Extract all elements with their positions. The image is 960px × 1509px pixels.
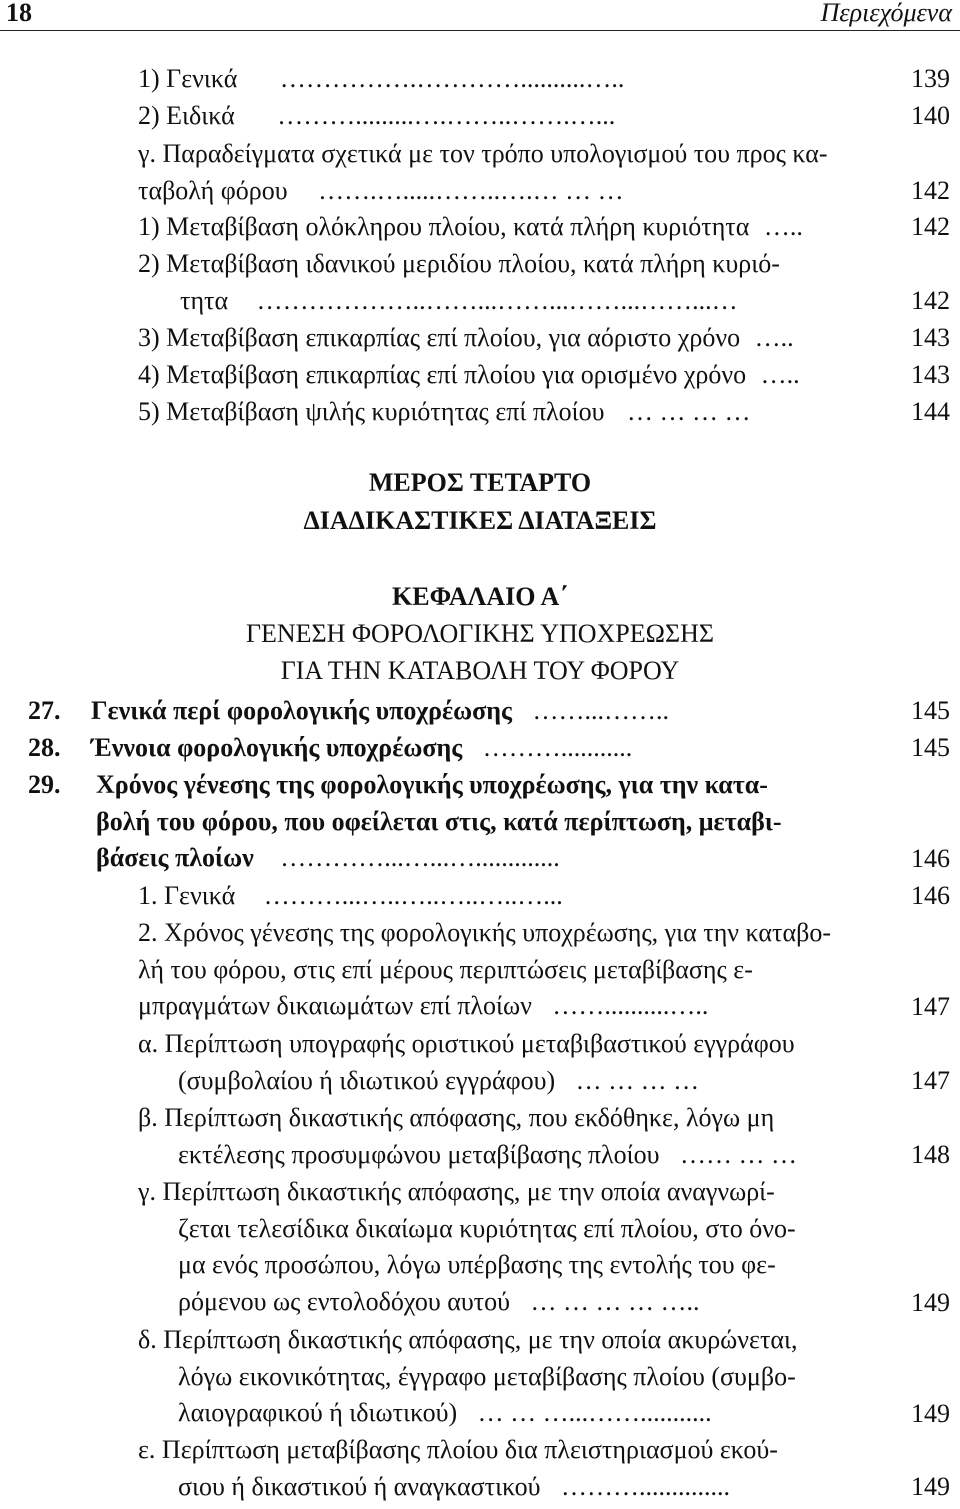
toc-entry-line <box>138 1063 950 1100</box>
toc-entry-text: 1) Μεταβίβαση ολόκληρου πλοίου, κατά πλήρη κυριότητα <box>138 212 750 241</box>
toc-entry-text: 2) Ειδικά <box>138 101 235 130</box>
toc-entry-leader: … … … … ….. <box>530 1287 700 1317</box>
toc-entry-line: β. Περίπτωση δικαστικής απόφασης, που εκδόθηκε, λόγω μη <box>138 1103 775 1132</box>
toc-entry-text: 3) Μεταβίβαση επικαρπίας επί πλοίου, για αόριστο χρόνο <box>138 323 741 352</box>
toc-article-entry[interactable] <box>28 693 950 729</box>
toc-entry-line <box>138 1137 950 1174</box>
toc-entry-leader: …….….....……..….… … … <box>318 175 624 205</box>
article-title: Γενικά περί φορολογικής υποχρέωσης <box>91 696 512 725</box>
toc-entry[interactable] <box>138 1174 950 1321</box>
toc-entry[interactable] <box>138 357 950 393</box>
toc-entry-line: λή του φόρου, στις επί μέρους περιπτώσεις μεταβίβασης ε- <box>138 954 753 984</box>
toc-entry-text: ταβολή φόρου <box>138 175 288 205</box>
article-title-line: βολή του φόρου, που οφείλεται στις, κατά περίπτωση, μεταβι- <box>96 806 782 836</box>
toc-entry-line: 2) Μεταβίβαση ιδανικού μεριδίου πλοίου, κατά πλήρη κυριό- <box>138 249 780 278</box>
page-header <box>0 0 960 31</box>
toc-entry-page: 139 <box>911 64 950 93</box>
toc-entry-page: 147 <box>911 1066 950 1095</box>
toc-entry-leader: ………………..……...……...……...……...… <box>256 285 738 315</box>
toc-entry-line: α. Περίπτωση υπογραφής οριστικού μεταβιβαστικού εγγράφου <box>138 1029 795 1058</box>
article-number: 27. <box>28 696 61 725</box>
article-number: 29. <box>28 770 61 799</box>
toc-entry-page: 142 <box>911 286 950 315</box>
toc-entry[interactable] <box>138 1432 950 1505</box>
toc-entry-page: 149 <box>911 1399 950 1428</box>
toc-entry-text: 1. Γενικά <box>138 881 236 910</box>
toc-entry-leader: ……….............. <box>561 1471 731 1501</box>
toc-entry-leader: …… … … <box>680 1139 798 1169</box>
toc-entry-leader: … … … … <box>627 397 751 426</box>
toc-entry[interactable] <box>138 320 950 356</box>
article-title: Έννοια φορολογικής υποχρέωσης <box>91 733 463 762</box>
toc-entry-page: 140 <box>911 101 950 130</box>
toc-entry-page: 142 <box>911 176 950 205</box>
toc-entry-page: 148 <box>911 1140 950 1169</box>
toc-entry-leader: ….. <box>760 360 800 389</box>
toc-entry-text: 4) Μεταβίβαση επικαρπίας επί πλοίου για ορισμένο χρόνο <box>138 360 747 389</box>
running-title: Περιεχόμενα <box>820 0 952 27</box>
toc-entry[interactable] <box>138 394 950 430</box>
toc-entry[interactable] <box>138 246 950 319</box>
toc-entry-page: 146 <box>911 844 950 873</box>
article-title-line: Χρόνος γένεσης της φορολογικής υποχρέωσης, για την κατα- <box>96 770 768 799</box>
toc-entry-leader: ……….........….……..…….…... <box>277 101 616 130</box>
toc-article-entry[interactable] <box>28 767 950 877</box>
toc-entry-page: 143 <box>911 323 950 352</box>
toc-entry-line: ζεται τελεσίδικα δικαίωμα κυριότητας επί πλοίου, στο όνο- <box>178 1213 796 1243</box>
toc-entry-text: 1) Γενικά <box>138 64 238 93</box>
toc-entry-line: μα ενός προσώπου, λόγω υπέρβασης της εντολής του φε- <box>178 1250 776 1280</box>
chapter-heading-line: ΓΙΑ ΤΗΝ ΚΑΤΑΒΟΛΗ ΤΟΥ ΦΟΡΟΥ <box>280 656 680 685</box>
chapter-title: ΚΕΦΑΛΑΙΟ Α΄ <box>392 582 568 611</box>
toc-entry-leader: ……...…….. <box>532 696 669 725</box>
toc-entry-text: ρόμενου ως εντολοδόχου αυτού <box>178 1287 511 1317</box>
toc-entry-page: 149 <box>911 1288 950 1317</box>
toc-entry-leader: …………….…………..........….. <box>279 64 625 93</box>
toc-entry-page: 146 <box>911 881 950 910</box>
toc-entry-line: γ. Περίπτωση δικαστικής απόφασης, με την οποία αναγνωρί- <box>138 1177 775 1206</box>
toc-entry-page: 149 <box>911 1472 950 1501</box>
toc-entry[interactable] <box>138 136 950 209</box>
toc-entry-line: ε. Περίπτωση μεταβίβασης πλοίου δια πλειστηριασμού εκού- <box>138 1435 778 1464</box>
toc-entry-leader: … … … … <box>575 1065 700 1095</box>
toc-entry-line <box>138 173 950 210</box>
toc-entry-page: 145 <box>911 696 950 725</box>
part-title: ΜΕΡΟΣ ΤΕΤΑΡΤΟ <box>368 468 592 497</box>
toc-article-entry[interactable] <box>28 730 950 766</box>
toc-entry[interactable] <box>138 1100 950 1173</box>
toc-entry-page: 142 <box>911 212 950 241</box>
toc-entry-text: εκτέλεσης προσυμφώνου μεταβίβασης πλοίου <box>178 1139 660 1169</box>
article-title: βάσεις πλοίων <box>96 843 254 873</box>
toc-entry-text: λαιογραφικού ή ιδιωτικού) <box>178 1398 458 1428</box>
toc-entry[interactable] <box>138 1026 950 1099</box>
toc-entry[interactable] <box>138 915 950 1025</box>
toc-entry-text: μπραγμάτων δικαιωμάτων επί πλοίων <box>138 991 532 1021</box>
toc-entry-line: γ. Παραδείγματα σχετικά με τον τρόπο υπολογισμού του προς κα- <box>138 139 828 168</box>
toc-entry-leader: ………...…..…..…..…..…... <box>263 881 563 910</box>
toc-entry-leader: ……..........….. <box>552 991 709 1021</box>
toc-entry-line: 2. Χρόνος γένεσης της φορολογικής υποχρέωσης, για την καταβο- <box>138 918 832 947</box>
toc-entry-page: 143 <box>911 360 950 389</box>
chapter-heading-line: ΓΕΝΕΣΗ ΦΟΡΟΛΟΓΙΚΗΣ ΥΠΟΧΡΕΩΣΗΣ <box>245 619 715 648</box>
toc-entry[interactable] <box>138 209 950 245</box>
toc-entry-line <box>138 1395 950 1432</box>
toc-entry-text: σιου ή δικαστικού ή αναγκαστικού <box>178 1471 541 1501</box>
article-title-line <box>96 840 866 877</box>
toc-entry-text: (συμβολαίου ή ιδιωτικού εγγράφου) <box>178 1065 556 1095</box>
toc-entry-leader: ….. <box>754 323 794 352</box>
toc-entry-line <box>138 1284 950 1321</box>
toc-entry-line <box>138 988 950 1025</box>
toc-entry-line <box>138 283 950 320</box>
toc-entry-leader: …………...…...…............. <box>280 843 560 873</box>
toc-entry-leader: ….. <box>763 212 803 241</box>
toc-entry[interactable] <box>138 878 950 914</box>
toc-entry-line: λόγω εικονικότητας, έγγραφο μεταβίβασης πλοίου (συμβο- <box>178 1361 796 1391</box>
toc-entry-text: τητα <box>180 285 229 315</box>
toc-entry-leader: … … …...……........... <box>477 1398 712 1428</box>
page-number: 18 <box>6 0 32 27</box>
part-subtitle: ΔΙΑΔΙΚΑΣΤΙΚΕΣ ΔΙΑΤΑΞΕΙΣ <box>303 506 657 535</box>
toc-entry-leader: ………........... <box>482 733 633 762</box>
toc-entry-text: 5) Μεταβίβαση ψιλής κυριότητας επί πλοίου <box>138 397 605 426</box>
toc-entry-line <box>138 1469 950 1506</box>
toc-entry-page: 145 <box>911 733 950 762</box>
toc-entry[interactable] <box>138 1322 950 1432</box>
toc-entry[interactable] <box>138 61 950 97</box>
toc-entry-page: 147 <box>911 992 950 1021</box>
toc-entry-page: 144 <box>911 397 950 426</box>
article-number: 28. <box>28 733 61 762</box>
toc-entry[interactable] <box>138 98 950 134</box>
toc-entry-line: δ. Περίπτωση δικαστικής απόφασης, με την οποία ακυρώνεται, <box>138 1325 798 1354</box>
